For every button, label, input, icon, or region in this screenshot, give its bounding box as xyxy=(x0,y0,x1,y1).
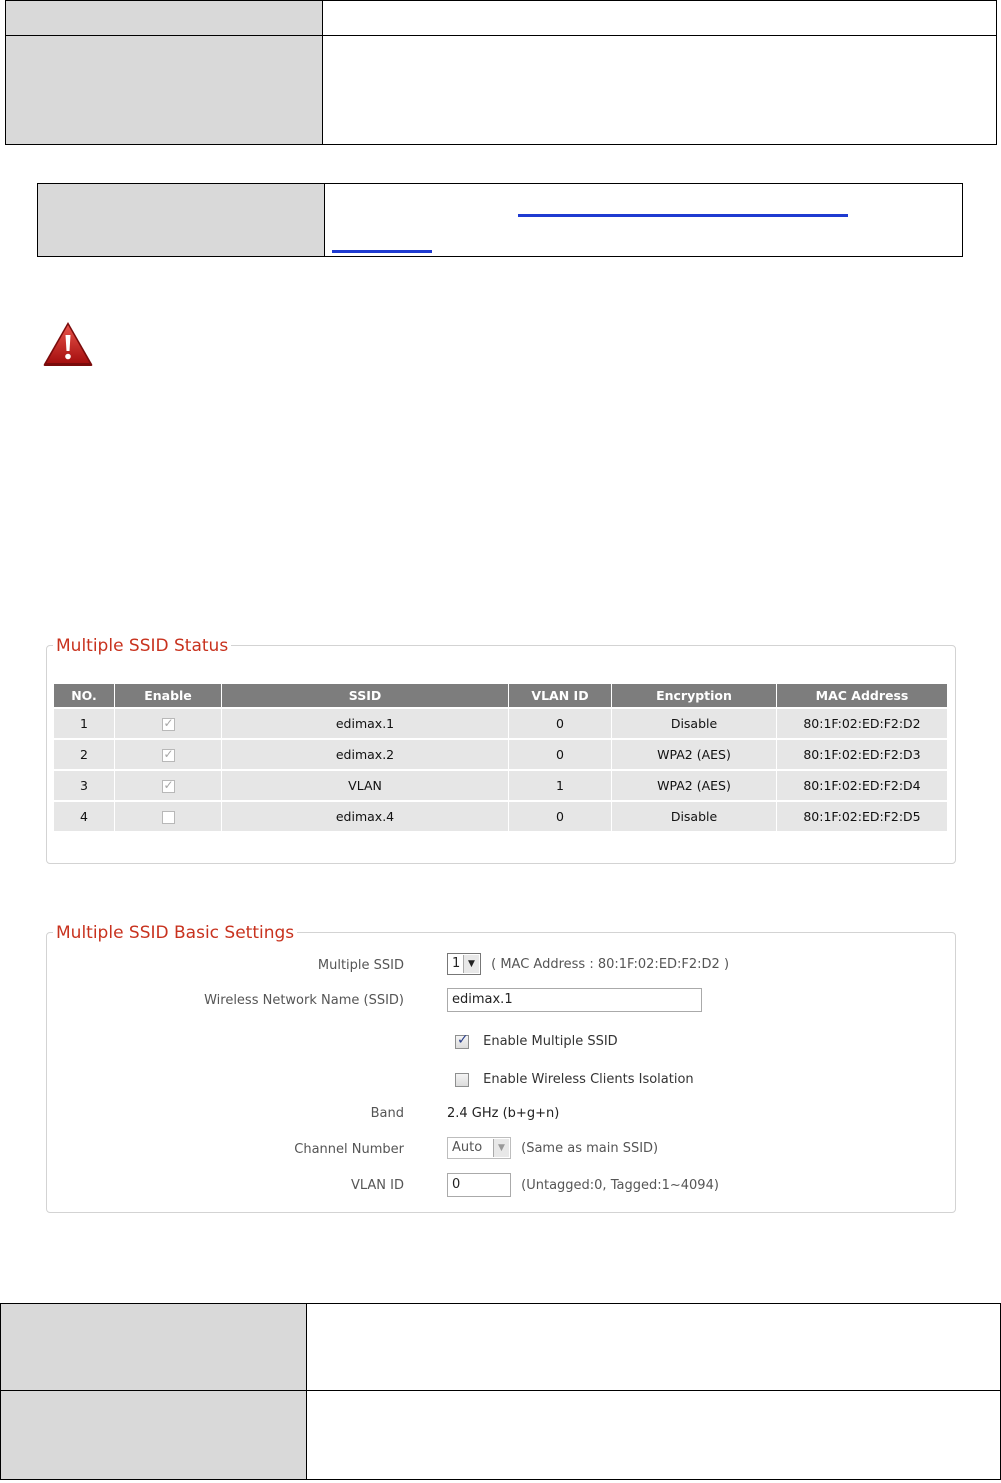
column-header: VLAN ID xyxy=(509,684,612,708)
ssid-label: Wireless Network Name (SSID) xyxy=(204,993,404,1008)
table-row xyxy=(54,770,948,801)
mac-cell: 80:1F:02:ED:F2:D3 xyxy=(777,739,948,770)
doc-value-cell xyxy=(307,1304,1001,1391)
doc-value-cell xyxy=(323,1,997,36)
vlan-cell: 0 xyxy=(509,739,612,770)
enable-multiple-ssid-row xyxy=(47,1031,955,1059)
enable-checkbox xyxy=(162,718,175,731)
table-row xyxy=(54,801,948,831)
doc-label-cell xyxy=(1,1391,307,1480)
doc-table-link xyxy=(37,183,963,257)
encryption-cell: WPA2 (AES) xyxy=(612,770,777,801)
multiple-ssid-basic-settings-panel xyxy=(46,923,956,1213)
triangle-down-icon: ▼ xyxy=(463,955,479,973)
ssid-value-group xyxy=(447,988,702,1012)
mac-cell: 80:1F:02:ED:F2:D2 xyxy=(777,708,948,739)
enable-checkbox xyxy=(162,749,175,762)
multiple-ssid-selected: 1 xyxy=(452,956,461,971)
row-number: 2 xyxy=(54,739,115,770)
channel-selected: Auto xyxy=(452,1140,483,1155)
doc-value-cell xyxy=(325,184,963,257)
channel-label: Channel Number xyxy=(294,1142,404,1157)
doc-link[interactable] xyxy=(518,214,848,217)
band-row xyxy=(47,1101,955,1129)
column-header: Enable xyxy=(115,684,222,708)
doc-link-continued[interactable] xyxy=(332,250,432,253)
enable-multiple-ssid-label: Enable Multiple SSID xyxy=(483,1034,618,1049)
vlan-note: (Untagged:0, Tagged:1~4094) xyxy=(521,1177,719,1193)
client-isolation-label: Enable Wireless Clients Isolation xyxy=(483,1072,694,1087)
enable-checkbox xyxy=(162,811,175,824)
enable-cell xyxy=(115,770,222,801)
ssid-input[interactable]: edimax.1 xyxy=(447,988,702,1012)
ssid-cell: edimax.1 xyxy=(222,708,509,739)
vlan-cell: 1 xyxy=(509,770,612,801)
enable-multiple-ssid-checkbox[interactable] xyxy=(455,1035,469,1049)
ssid-cell: VLAN xyxy=(222,770,509,801)
panel-title: Multiple SSID Basic Settings xyxy=(53,923,297,943)
row-number: 4 xyxy=(54,801,115,831)
table-header-row xyxy=(54,684,948,708)
vlan-input[interactable]: 0 xyxy=(447,1173,511,1197)
encryption-cell: WPA2 (AES) xyxy=(612,739,777,770)
ssid-status-table xyxy=(54,684,948,831)
band-value: 2.4 GHz (b+g+n) xyxy=(447,1106,560,1121)
enable-cell xyxy=(115,708,222,739)
channel-value-group xyxy=(447,1137,658,1159)
ssid-cell: edimax.2 xyxy=(222,739,509,770)
enable-cell xyxy=(115,739,222,770)
doc-value-cell xyxy=(323,36,997,145)
multiple-ssid-status-panel xyxy=(46,636,956,864)
doc-label-cell xyxy=(6,1,323,36)
doc-label-cell xyxy=(38,184,325,257)
vlan-cell: 0 xyxy=(509,708,612,739)
doc-table-top xyxy=(5,0,997,145)
row-number: 3 xyxy=(54,770,115,801)
doc-table-bottom xyxy=(0,1303,1001,1480)
doc-label-cell xyxy=(6,36,323,145)
enable-multiple-ssid-group xyxy=(455,1034,618,1049)
multiple-ssid-row xyxy=(47,953,955,981)
mac-cell: 80:1F:02:ED:F2:D4 xyxy=(777,770,948,801)
table-row xyxy=(54,708,948,739)
warning-triangle-icon xyxy=(42,320,94,368)
client-isolation-checkbox[interactable] xyxy=(455,1073,469,1087)
ssid-row xyxy=(47,988,955,1016)
mac-cell: 80:1F:02:ED:F2:D5 xyxy=(777,801,948,831)
row-number: 1 xyxy=(54,708,115,739)
client-isolation-group xyxy=(455,1072,694,1087)
client-isolation-row xyxy=(47,1069,955,1097)
channel-note: (Same as main SSID) xyxy=(521,1140,659,1156)
triangle-down-icon: ▼ xyxy=(493,1139,509,1157)
table-row xyxy=(54,739,948,770)
column-header: NO. xyxy=(54,684,115,708)
vlan-row xyxy=(47,1173,955,1201)
multiple-ssid-label: Multiple SSID xyxy=(317,958,404,973)
channel-select[interactable] xyxy=(447,1137,511,1159)
vlan-cell: 0 xyxy=(509,801,612,831)
band-label: Band xyxy=(370,1106,404,1121)
multiple-ssid-value-group xyxy=(447,953,729,975)
column-header: Encryption xyxy=(612,684,777,708)
doc-label-cell xyxy=(1,1304,307,1391)
mac-address-note: ( MAC Address : 80:1F:02:ED:F2:D2 ) xyxy=(491,956,730,972)
vlan-label: VLAN ID xyxy=(350,1178,404,1193)
ssid-cell: edimax.4 xyxy=(222,801,509,831)
column-header: SSID xyxy=(222,684,509,708)
channel-row xyxy=(47,1137,955,1165)
multiple-ssid-select[interactable] xyxy=(447,953,481,975)
column-header: MAC Address xyxy=(777,684,948,708)
encryption-cell: Disable xyxy=(612,801,777,831)
enable-cell xyxy=(115,801,222,831)
enable-checkbox xyxy=(162,780,175,793)
vlan-value-group xyxy=(447,1173,719,1197)
encryption-cell: Disable xyxy=(612,708,777,739)
panel-title: Multiple SSID Status xyxy=(53,636,231,656)
doc-value-cell xyxy=(307,1391,1001,1480)
